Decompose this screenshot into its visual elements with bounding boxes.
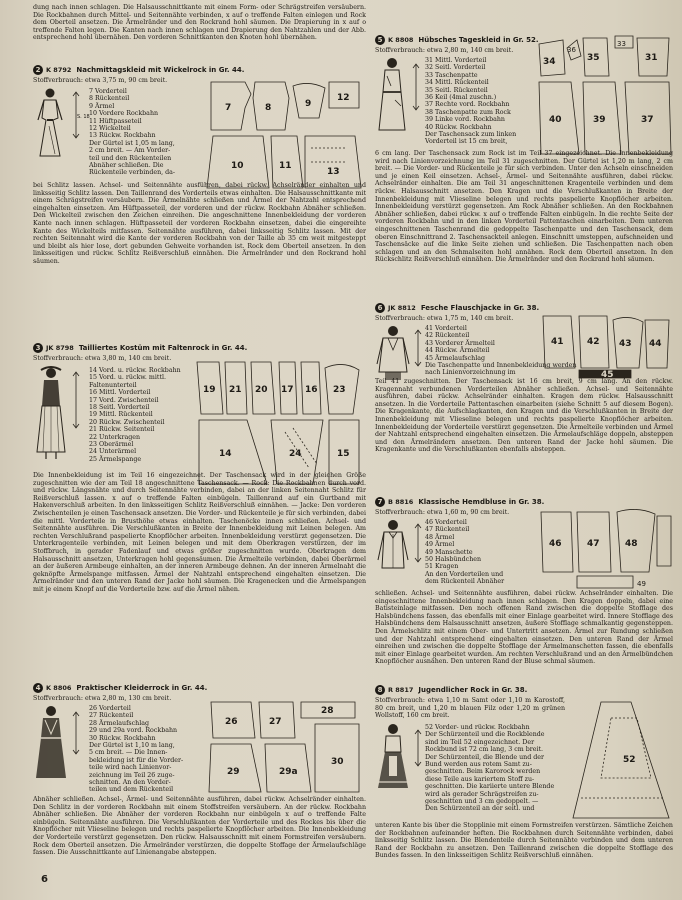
grain-arrow-icon xyxy=(413,728,423,768)
svg-text:20: 20 xyxy=(255,385,268,395)
sewing-instructions: 6 cm lang. Der Taschensack zum Rock ist im Teil 37 eingezeichnet. Die Innenbekleidung wird nach Linienvorzeichnung im Teil 31 zugeschnitten. Der Gürtel ist 1,20 m lang, 2 cm breit. — Die Vorder- und Rückenteile je für sich verbinden. Unter den Achseln einschneiden und je einen Keil einsetzen. Achsel-, Ärmel- und Seitennähte ausführen, dabei rückw. Achselränder einhalten. Die am Teil 31 angeschnittenen Kragenteile verbinden und dem rückw. Halsausschnitt ansetzen. Den Kragen und die Verschlußkanten in Breite der Innenbekleidung mit Vlieseline belegen und rechts paspelierte Knopflöcher arbeiten. Innenbekleidung verstürzt gegensetzen. Am Rock Abnäher schließen. An den Rockbahnen Abnäher schließen, dabei rückw. x auf o treffende Falten einbügeln. In die rechte Seite der vorderen Rockbahn und in den linken Vorderteil Pattentaschen einarbeiten. Dem unteren eingeschnittenen Taschenrand die gedoppelte Taschenpatte und den Taschensack, dem oberen Einschnittrand 2. Taschensackteil anlegen. Einschnitt umsteppen, aufschneiden und Taschensäcke auf die linke Seite ziehen und schließen. Die Taschenpatten nach oben schlagen und an den Schmalseiten hohl annähen. Rock dem Oberteil ansetzen. In den Rückschlitz Reißverschluß einnähen. Die Ärmelränder und den Rockrand hohl säumen. xyxy=(375,150,673,264)
svg-text:24: 24 xyxy=(289,449,302,459)
grain-arrow-icon xyxy=(411,62,421,112)
section-number: 8 xyxy=(375,685,385,695)
svg-text:34: 34 xyxy=(543,57,556,67)
section-title: Fesche Flauschjacke in Gr. 38. xyxy=(420,304,540,312)
pattern-part-list: 41 Vorderteil 42 Rückenteil 43 Vorderer Ärmelteil 44 Rückw. Ärmelteil 45 Ärmelaufschlag Die Taschenpatte und Innenbekleidung werden nach Linienvorzeichnung im xyxy=(425,325,577,377)
svg-text:7: 7 xyxy=(225,103,232,113)
section-number: 5 xyxy=(375,35,385,45)
svg-text:35: 35 xyxy=(587,53,600,63)
section-header xyxy=(33,64,366,76)
svg-text:27: 27 xyxy=(269,717,282,727)
section-title: Klassische Hemdbluse in Gr. 38. xyxy=(418,498,545,506)
pattern-part-list: 46 Vorderteil 47 Rückenteil 48 Ärmel 49 Ärmel 49 Manschette 50 Halsbündchen 51 Kragen An den Vorderteilen und dem Rückenteil Abnäher xyxy=(425,519,505,586)
pattern-code: B 8816 xyxy=(388,498,414,506)
svg-text:12: 12 xyxy=(337,93,350,103)
sewing-instructions: schließen. Achsel- und Seitennähte ausführen, dabei rückw. Achselränder einhalten. Die eingeschnittene Innenbekleidung nach innen schlagen. Den Kragen doppeln, dabei eine Batisteinlage mitfassen. Den noch offenen Rand zwischen die doppelte Stofflage des Halsbündchens fassen, das ebenfalls mit einer Einlage gearbeitet wird. Innere Stofflage des Halsbündchens dem Halsausschnitt ansetzen, äußere Stofflage schmalkantig gegensteppen. Den Ärmelschlitz mit einem Ober- und Untertritt ansetzen. Ärmel zur Rundung schließen und der Nahtzahl entsprechend eingehalten einsetzen. Den unteren Rand der Ärmel einreihen und zwischen die doppelte Stofflage der Ärmelmanschetten fassen, die ebenfalls mit einer Einlage gearbeitet wurden. Am rechten Verschlußrand und an den Ärmelbündchen Knopflöcher ausnähen. Den unteren Rand der Bluse schmal säumen. xyxy=(375,590,673,666)
svg-text:43: 43 xyxy=(619,339,632,349)
fabric-consumption: Stoffverbrauch: etwa 2,80 m, 140 cm breit. xyxy=(375,47,514,54)
svg-text:45: 45 xyxy=(601,370,614,380)
svg-text:29: 29 xyxy=(227,767,240,777)
pattern-schematic xyxy=(193,358,365,488)
section-title: Jugendlicher Rock in Gr. 38. xyxy=(418,686,528,694)
section-number: 4 xyxy=(33,683,43,693)
svg-text:21: 21 xyxy=(229,385,242,395)
svg-text:11: 11 xyxy=(279,161,292,171)
fabric-consumption: Stoffverbrauch: etwa 3,75 m, 90 cm breit. xyxy=(33,77,168,84)
svg-text:10: 10 xyxy=(231,161,244,171)
section-b8816 xyxy=(375,496,673,680)
svg-text:48: 48 xyxy=(625,539,638,549)
fashion-figure-illustration xyxy=(375,56,409,132)
grain-arrow-icon xyxy=(413,522,423,564)
svg-text:8: 8 xyxy=(265,103,272,113)
fashion-figure-illustration xyxy=(375,518,411,574)
section-jk8798 xyxy=(33,342,366,678)
fashion-figure-illustration xyxy=(375,324,411,382)
pattern-part-list: 26 Vorderteil 27 Rückenteil 28 Ärmelaufschlag 29 und 29a vord. Rockbahn 30 Rückw. Rockbahn Der Gürtel ist 1,10 m lang, 5 cm breit. — Die Innen- bekleidung ist für die Vorder- teile wird nach Linienvor- zeichnung im Teil 26 zuge- schnitten. An den Vorder- teilen und dem Rückenteil xyxy=(89,705,184,794)
sewing-instructions: Die Innenbekleidung ist im Teil 16 eingezeichnet. Der Taschensack wird in der gleichen Größe zugeschnitten wie der am Teil 18 angeschnittene Taschensack. — Rock: Die Rockbahnen durch vord. und rückw. Längsnähte und durch Seitennähte verbinden, dabei an der linken Seitennaht Schlitz für Reißverschluß lassen. x auf o treffende Falten einbügeln. Taillenrand auf ein Gurtband mit Hakenverschluß arbeiten. In den linksseitigen Schlitz Reißverschluß einnähen. — Jacke: Den vorderen Zwischenteilen je einen Taschensack ansetzen. Die Vorder- und Rückenteile je für sich verbinden, dabei die mittl. Vorderteile in Brusthöhe etwas einhalten. Taschenöcke innen schließen. Achsel- und Seitennähte ausführen. Die Verschlußkanten in Breite der Innenbekleidung mit Leinen belegen. Am rechten Verschlußrand paspelierte Knopflöcher arbeiten. Innenbekleidung verstürzt gegensetzen. Die Unterkragenteile verbinden, mit Leinen belegen und mit dem Oberkragen verstürzen, der im Stoffbruch, in gerader Fadenlauf und etwas größer zugeschnitten wurde. Oberkragen dem Halsausschnitt ansetzen, Unterkragen hohl gegensäumen. Die Ärmelteile verbinden, dabei Oberärmel an der äußeren Armbeuge einhalten, an der inneren Armbeuge dehnen. An der inneren Ärmelnaht die geknöpfte Ärmelspange mitfassen. Ärmel der Nahtzahl entsprechend eingehalten einsetzen. Die Ärmelränder und den unteren Rand der Jacke hohl säumen. Die Kragenecken und die Ärmelspangen mit je einem Knopf auf die Vorderteile bzw. auf die Ärmel nähen. xyxy=(33,472,366,593)
section-title: Hübsches Tageskleid in Gr. 52. xyxy=(418,36,539,44)
fabric-consumption: Stoffverbrauch: etwa 1,10 m Samt oder 1,10 m Karostoff, 80 cm breit, und 1,20 m blauen Filz oder 1,20 m grünen Wollstoff, 160 cm breit. xyxy=(375,697,565,720)
section-title: Nachmittagskleid mit Wickelrock in Gr. 44. xyxy=(76,66,245,74)
svg-text:33: 33 xyxy=(617,40,626,48)
pattern-code: JK 8798 xyxy=(46,344,74,352)
section-number: 3 xyxy=(33,343,43,353)
fashion-figure-illustration xyxy=(375,722,411,792)
fashion-figure-illustration xyxy=(33,86,67,158)
pattern-schematic xyxy=(537,34,673,158)
section-title: Tailliertes Kostüm mit Faltenrock in Gr. 44. xyxy=(78,344,248,352)
svg-text:28: 28 xyxy=(321,706,334,716)
section-r8817 xyxy=(375,684,673,880)
pattern-part-list: 52 Vorder- und rückw. Rockbahn Der Schürzenteil und die Rockblende sind im Teil 52 eingezeichnet. Der Rockbund ist 72 cm lang, 3 cm breit. Der Schürzenteil, die Blende und der Bund werden aus rotem Samt zu- geschnitten. Beim Karorock werden diese Teile aus kariertem Stoff zu- geschnitten. Die kariierte untere Blende wird als gerader Schrägstreifen zu- geschnitten und 3 cm gedoppelt. — Den Schürzenteil an der seitl. und xyxy=(425,724,555,813)
fabric-consumption: Stoffverbrauch: etwa 1,60 m, 90 cm breit. xyxy=(375,509,510,516)
fabric-consumption: Stoffverbrauch: etwa 3,80 m, 140 cm breit. xyxy=(33,355,172,362)
svg-text:40: 40 xyxy=(549,115,562,125)
section-number: 2 xyxy=(33,65,43,75)
pattern-code: K 8806 xyxy=(46,684,72,692)
section-jk8812 xyxy=(375,302,673,492)
pattern-code: K 8808 xyxy=(388,36,414,44)
svg-text:9: 9 xyxy=(305,99,312,109)
pattern-code: JK 8812 xyxy=(388,304,416,312)
svg-text:47: 47 xyxy=(587,539,600,549)
pattern-schematic xyxy=(537,506,673,590)
grain-arrow-icon xyxy=(71,370,81,430)
fashion-figure-illustration xyxy=(33,704,69,780)
pattern-part-list: 14 Vord. u. rückw. Rockbahn 15 Vord. u. rückw. mittl. Faltenunterteil 16 Mittl. Vorderteil 17 Vord. Zwischenteil 18 Seitl. Vorderteil 19 Mittl. Rückenteil 20 Rückw. Zwischenteil 21 Rückw. Seitenteil 22 Unterkragen 23 Oberärmel 24 Unterärmel 25 Ärmelspange xyxy=(89,367,181,463)
grain-arrow-icon xyxy=(71,710,81,756)
svg-text:44: 44 xyxy=(649,339,662,349)
section-header xyxy=(375,684,673,696)
fashion-figure-illustration xyxy=(33,366,69,460)
svg-text:37: 37 xyxy=(641,115,654,125)
fabric-consumption: Stoffverbrauch: etwa 1,75 m, 140 cm breit. xyxy=(375,315,514,322)
sewing-instructions: Teil 41 zugeschnitten. Der Taschensack ist 16 cm breit, 9 cm lang. An den rückw. Kragennaht verbundenen Vorderteilen Abnäher schließen. Achsel- und Seitennähte ausführen, dabei rückw. Achselränder einhalten. Kragen dem rückw. Halsausschnitt ansetzen. In die Vorderteile Pattentaschen einarbeiten (siehe Schnitt 5 auf diesem Bogen). Die Kragenkante, die Aufschlagkanten, den Kragen und die Verschlußkanten in Breite der Innenbekleidung mit Vlieseline belegen und rechts paspelierte Knopflöcher arbeiten. Innenbekleidung der Vorderteile verstürzt gegensetzen. Die Ärmelteile verbinden und Ärmel der Nahtzahl entsprechend eingehalten einsetzen. Die Ärmelaufschläge doppeln, absteppen und den Ärmelrändern ansetzen. Den unteren Rand der Jacke hohl säumen. Die Kragenkante und die Verschlußkanten ebenfalls absteppen. xyxy=(375,378,673,454)
pattern-code: K 8792 xyxy=(46,66,72,74)
section-k8806 xyxy=(33,682,366,876)
svg-text:36: 36 xyxy=(567,46,576,54)
pattern-schematic xyxy=(571,698,673,826)
svg-text:52: 52 xyxy=(623,755,636,765)
grain-arrow-icon xyxy=(71,90,90,140)
svg-text:30: 30 xyxy=(331,757,344,767)
section-title: Praktischer Kleiderrock in Gr. 44. xyxy=(76,684,208,692)
pattern-schematic xyxy=(539,312,673,380)
sewing-instructions: bei Schlitz lassen. Achsel- und Seitennähte ausführen, dabei rückw. Achselränder einhalten und linksseitig Schlitz lassen. Den Taillenrand des Vorderteils etwas einhalten. Die Halsausschnittkante mit einem Schrägstreifen versäubern. Die Ärmelnähte schließen und Ärmel der Nahtzahl entsprechend eingehalten einsetzen. Am Hüftpasseteil, der vorderen und der rückw. Rockbahn Abnäher schließen. Den Wickelteil zwischen den Zeichen einreihen. Die angeschnittene Innenbekleidung der vorderen Kante nach innen schlagen. Hüftpasseteil der vorderen Rockbahn einsetzen, dabei die eingereihte Kante des Wickelteils mitfassen. Seitennähte ausführen, dabei linksseitig Schlitz lassen. Mit der rechten Seitennaht wird die Kante der vorderen Rockbahn von der Taille ab 35 cm weit mitgesteppt und bleibt als hier lose, dort gebunden Gehweite vorhanden ist. Rock dem Oberteil ansetzen. In den linksseitigen und rückw. Schlitz Reißverschluß einnähen. Die Ärmelränder und den Rockrand hohl säumen. xyxy=(33,182,366,265)
svg-text:49: 49 xyxy=(637,580,646,588)
svg-text:16: 16 xyxy=(305,385,318,395)
svg-text:15: 15 xyxy=(337,449,350,459)
svg-text:17: 17 xyxy=(281,385,294,395)
svg-text:29a: 29a xyxy=(279,767,298,777)
section-number: 6 xyxy=(375,303,385,313)
sewing-instructions: Abnäher schließen. Achsel-, Ärmel- und Seitennähte ausführen, dabei rückw. Achselränder einhalten. Den Schlitz in der vorderen Rockbahn mit einem Stoffstreifen versäubern. An der rückw. Rockbahn Abnäher schließen. Die Abnäher der vorderen Rockbahn nur einbügeln x auf o treffende Falte einbügeln. Seitennähte ausführen. Die Verschlußkanten der Vorderteile und des Rockes bis über die Knopflöcher mit Vlieseline belegen und rechts paspelierte Knopflöcher arbeiten. Die Innenbekleidung der Vorderteile verstürzt gegensetzen. Den rückw. Halsausschnitt mit einem Formstreifen versäubern. Rock dem Oberteil ansetzen. Die Ärmelränder verstürzen, die doppelte Stoffage der Ärmelaufschläge fassen. Die Ausschnittkante auf Linienangabe absteppen. xyxy=(33,796,366,857)
svg-text:46: 46 xyxy=(549,539,562,549)
svg-text:S. 18: S. 18 xyxy=(77,114,90,120)
svg-text:31: 31 xyxy=(645,53,658,63)
pattern-schematic xyxy=(205,78,365,190)
pattern-schematic xyxy=(205,698,365,794)
intro-paragraph: dung nach innen schlagen. Die Halsausschnittkante mit einem Form- oder Schrägstreifen versäubern. Die Rockbahnen durch Mittel- und Seitennähte verbinden, x auf o treffende Falten einlegen und Rock dem Oberteil ansetzen. Die Ärmelränder und den Rockrand hohl säumen. Die Drapierung in x auf o treffende Falten legen. Die Kanten nach innen schlagen und Drapierung den Nahtzahlen und der Abb. entsprechend hohl übernähen. Den vorderen Schnittkanten den Knoten hohl übernähen. xyxy=(33,4,366,42)
page-number: 6 xyxy=(41,874,48,885)
svg-text:39: 39 xyxy=(593,115,606,125)
pattern-code: R 8817 xyxy=(388,686,414,694)
svg-text:42: 42 xyxy=(587,337,600,347)
section-number: 7 xyxy=(375,497,385,507)
section-k8808 xyxy=(375,34,673,296)
svg-text:26: 26 xyxy=(225,717,238,727)
svg-text:13: 13 xyxy=(327,167,340,177)
svg-text:14: 14 xyxy=(219,449,232,459)
section-header xyxy=(33,342,366,354)
svg-text:41: 41 xyxy=(551,337,564,347)
grain-arrow-icon xyxy=(413,328,423,368)
svg-text:23: 23 xyxy=(333,385,346,395)
svg-text:19: 19 xyxy=(203,385,216,395)
pattern-part-list: 31 Mittl. Vorderteil 32 Seitl. Vorderteil 33 Taschenpatte 34 Mittl. Rückenteil 35 Seitl. Rückenteil 36 Keil (4mal zuschn.) 37 Rechte vord. Rockbahn 38 Taschenpatte zum Rock 39 Linke vord. Rockbahn 40 Rückw. Rockbahn Der Taschensack zum linken Vorderteil ist 15 cm breit, xyxy=(425,57,517,146)
sewing-instructions: unteren Kante bis über die Stopplinie mit einem Formstreifen verstürzen. Sämtliche Zeichen der Rockbahnen aufeinander heften. Die Rockbahnen durch Seitennähte verbinden, dabei linksseitig Schlitz lassen. Die Blendenteile durch Seitennähte verbinden und dem unteren Rand der Rockbahn zu ansetzen. Den Taillenrand zwischen die doppelte Stofflage des Bundes fassen. In den linksseitigen Schlitz Reißverschluß einnähen. xyxy=(375,822,673,860)
section-k8792 xyxy=(33,64,366,336)
pattern-part-list: 7 Vorderteil 8 Rückenteil 9 Ärmel 10 Vordere Rockbahn 11 Hüftpasseteil 12 Wickelteil 13 Rückw. Rockbahn Der Gürtel ist 1,05 m lang, 2 cm breit. — Am Vorder- teil und den Rückenteilen Abnäher schließen. Die Rückenteile verbinden, da- xyxy=(89,88,176,177)
fabric-consumption: Stoffverbrauch: etwa 2,80 m, 130 cm breit. xyxy=(33,695,172,702)
section-header xyxy=(33,682,366,694)
